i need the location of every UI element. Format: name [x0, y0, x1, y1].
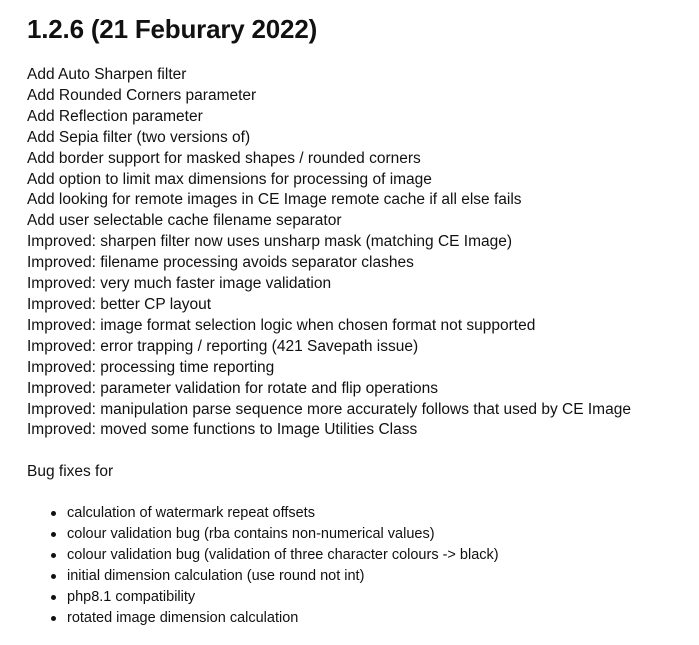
bugfix-text: initial dimension calculation (use round not int) — [67, 568, 365, 585]
bugfix-heading: Bug fixes for — [27, 463, 114, 481]
release-title: 1.2.6 (21 Feburary 2022) — [27, 14, 318, 44]
bugfix-item — [27, 587, 699, 608]
change-item: Improved: image format selection logic when chosen format not supported — [27, 316, 536, 334]
change-item: Improved: processing time reporting — [27, 358, 275, 376]
change-item: Improved: better CP layout — [27, 295, 212, 313]
change-item: Improved: parameter validation for rotate and flip operations — [27, 379, 438, 397]
bugfix-text: calculation of watermark repeat offsets — [67, 505, 315, 522]
change-item: Add option to limit max dimensions for processing of image — [27, 170, 432, 188]
change-item: Add Sepia filter (two versions of) — [27, 128, 251, 146]
bugfix-text: colour validation bug (rba contains non-numerical values) — [67, 526, 435, 543]
bugfix-text: colour validation bug (validation of three character colours -> black) — [67, 547, 499, 564]
change-item: Add Auto Sharpen filter — [27, 66, 187, 83]
bullet-icon — [51, 616, 56, 621]
bullet-icon — [51, 553, 56, 558]
bullet-icon — [51, 532, 56, 537]
bugfix-item — [27, 545, 699, 566]
bugfix-text: php8.1 compatibility — [67, 589, 196, 606]
change-item: Improved: manipulation parse sequence more accurately follows that used by CE Image — [27, 400, 631, 418]
change-item: Add Rounded Corners parameter — [27, 86, 257, 104]
changes-list — [27, 65, 699, 441]
change-item: Improved: filename processing avoids separator clashes — [27, 254, 414, 272]
bullet-icon — [51, 574, 56, 579]
bugfix-item — [27, 503, 699, 524]
bugfix-item — [27, 524, 699, 545]
change-item: Add Reflection parameter — [27, 107, 203, 125]
bullet-icon — [51, 511, 56, 516]
change-item: Improved: very much faster image validation — [27, 275, 332, 293]
change-item: Add user selectable cache filename separator — [27, 212, 342, 230]
bugfix-item — [27, 566, 699, 587]
change-item: Improved: sharpen filter now uses unsharp mask (matching CE Image) — [27, 233, 513, 251]
bullet-icon — [51, 595, 56, 600]
change-item: Improved: moved some functions to Image Utilities Class — [27, 421, 418, 439]
bugfix-text: rotated image dimension calculation — [67, 610, 299, 627]
bugfix-item — [27, 608, 699, 629]
change-item: Add border support for masked shapes / rounded corners — [27, 149, 421, 167]
bugfix-list — [27, 503, 699, 629]
change-item: Improved: error trapping / reporting (421 Savepath issue) — [27, 337, 419, 355]
change-item: Add looking for remote images in CE Image remote cache if all else fails — [27, 191, 522, 209]
